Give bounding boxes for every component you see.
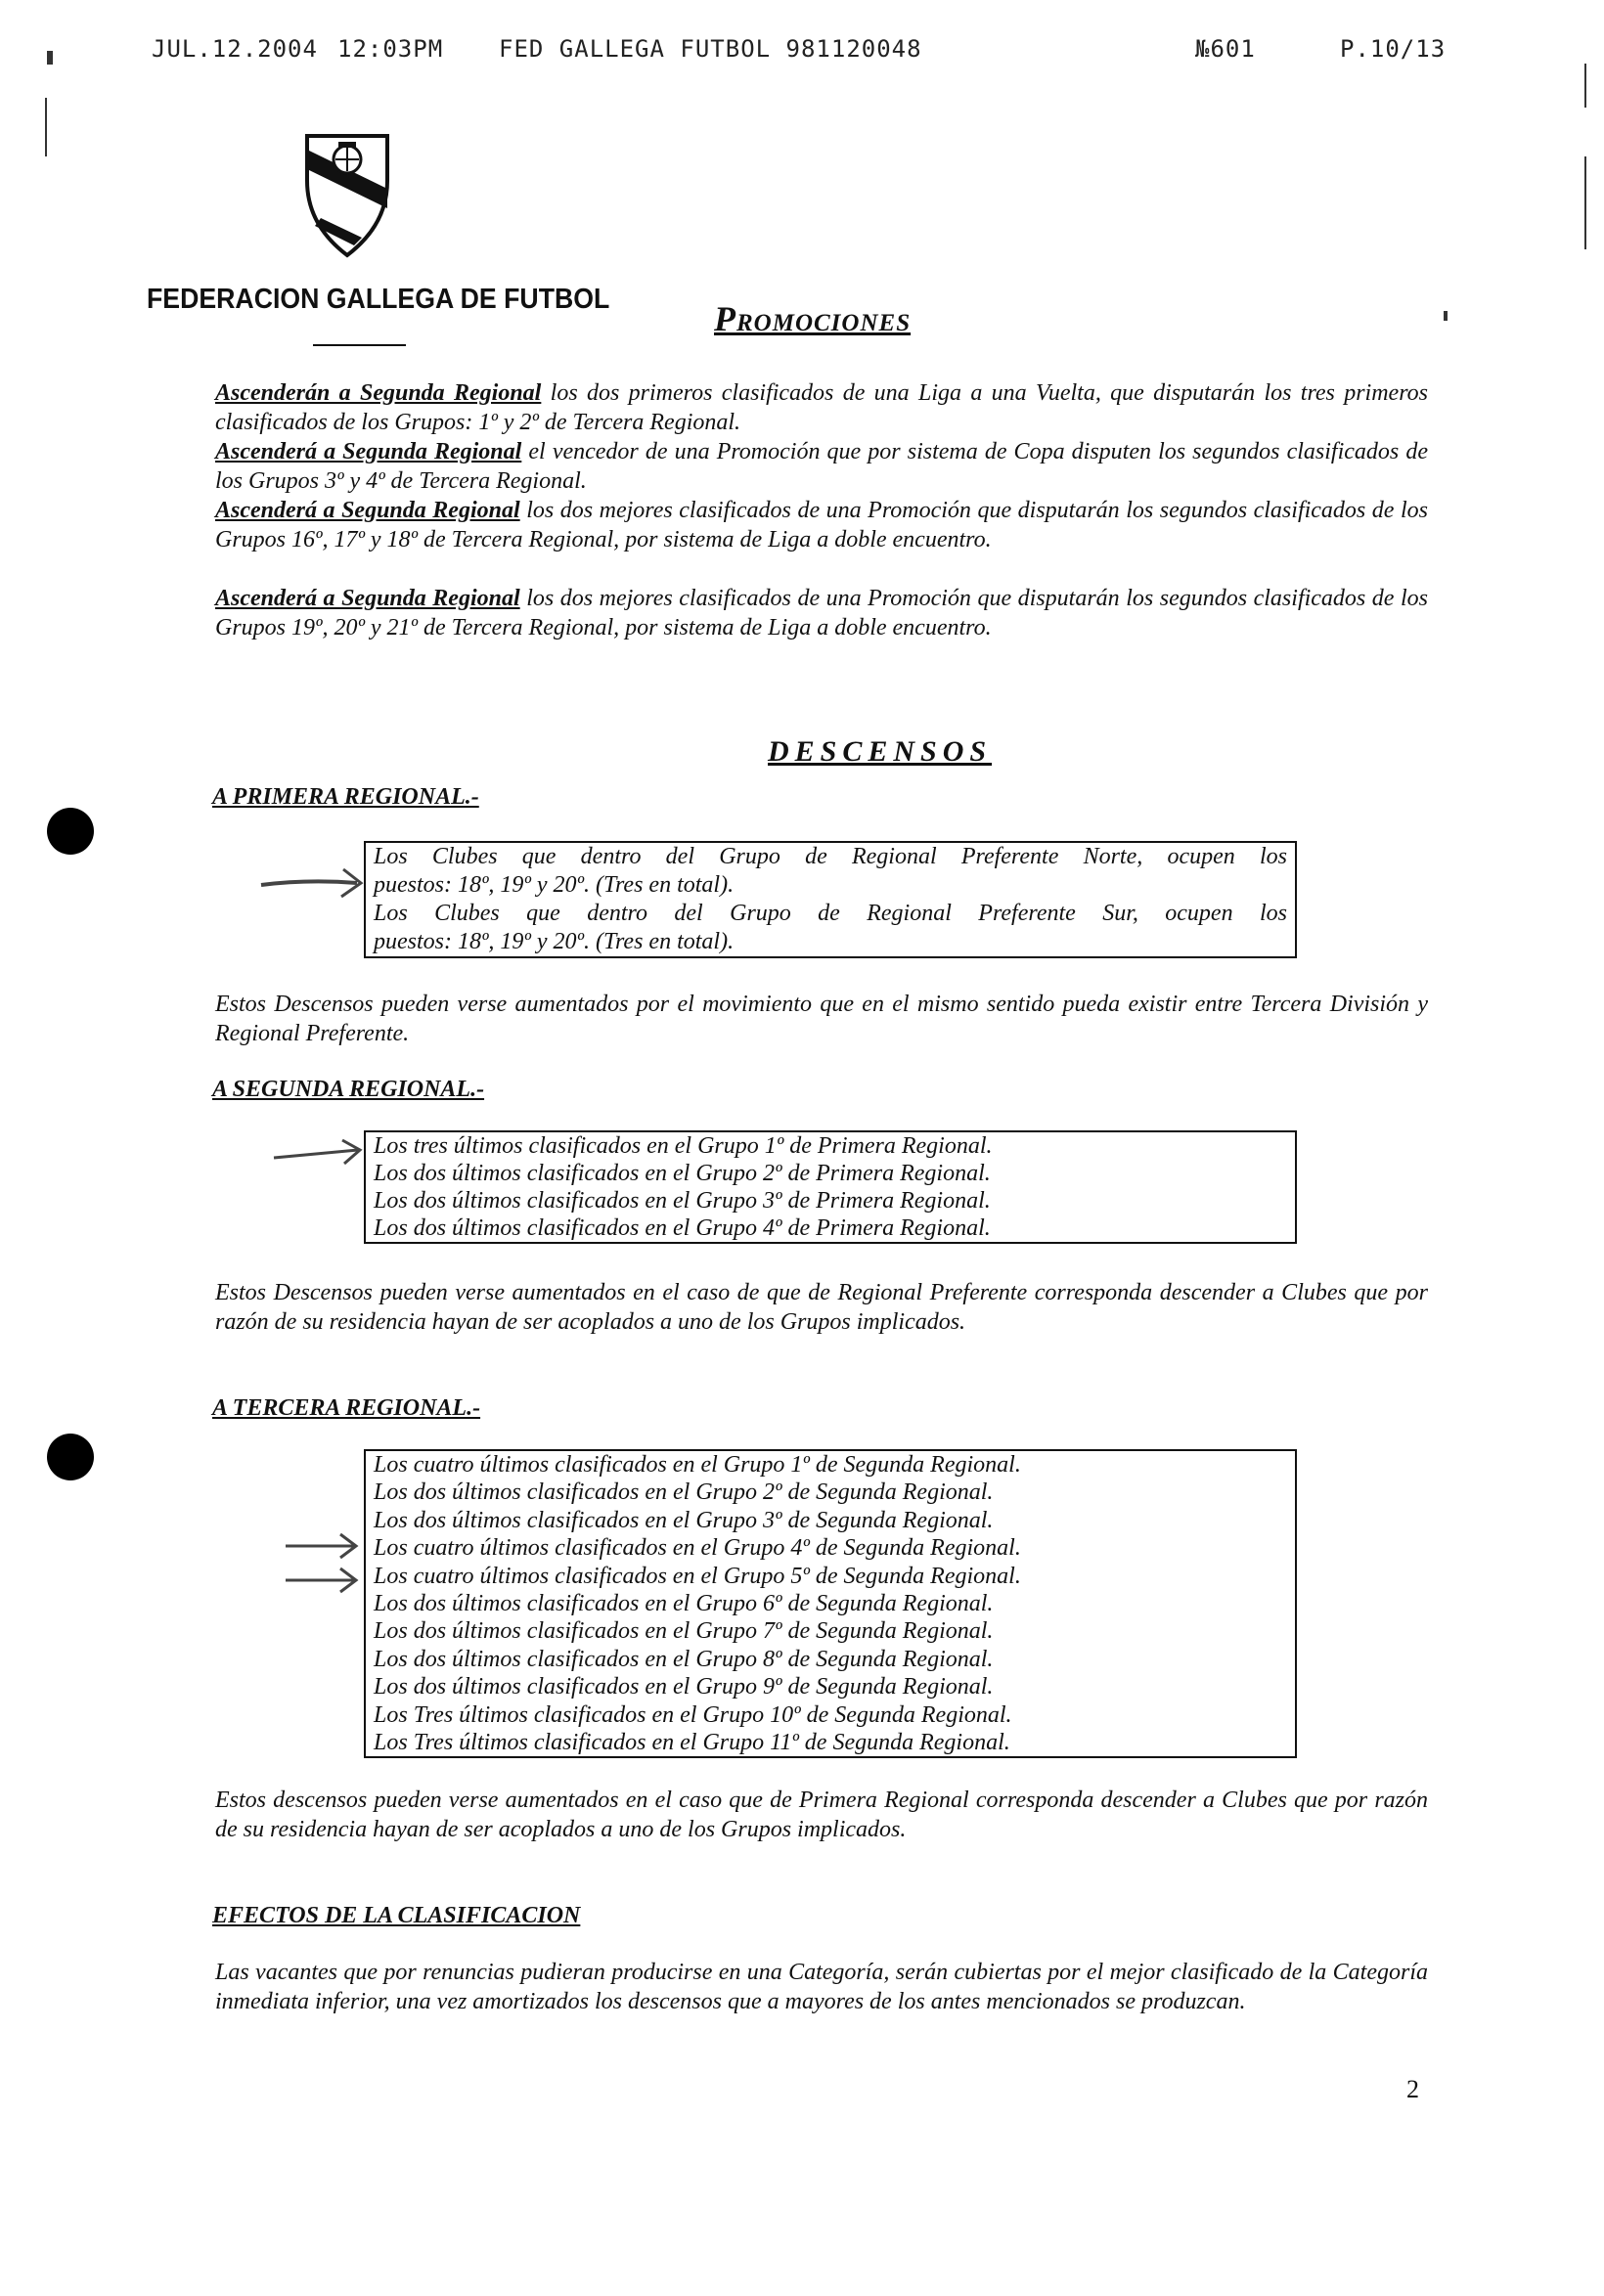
organization-underline	[313, 344, 406, 346]
efectos-text: Las vacantes que por renuncias pudieran producirse en una Categoría, serán cubiertas por el mejor clasificado de la Categoría inmediata inferior, una vez amortizados los descensos que a mayores de los antes mencionados se produzcan.	[215, 1960, 1428, 2014]
promocion-paragraph-1	[215, 378, 1428, 437]
segunda-line: Los tres últimos clasificados en el Grupo 1º de Primera Regional.	[374, 1133, 993, 1159]
descensos-title: DESCENSOS	[768, 735, 993, 768]
scan-mark	[47, 51, 53, 65]
promocion-text-2: el vencedor de una Promoción que por sistema de Copa disputen los segundos clasificados de los Grupos 3º y 4º de Tercera Regional.	[215, 439, 1429, 494]
primera-regional-note: Estos Descensos pueden verse aumentados por el movimiento que en el mismo sentido pueda existir entre Tercera División y Regional Preferente.	[215, 992, 1428, 1046]
tercera-line: Los dos últimos clasificados en el Grupo 9º de Segunda Regional.	[374, 1674, 994, 1700]
promocion-paragraph-4	[215, 584, 1428, 642]
promocion-text-1: los dos primeros clasificados de una Liga a una Vuelta, que disputarán los tres primeros clasificados de los Grupos: 1º y 2º de Tercera Regional.	[215, 380, 1428, 435]
handwritten-arrow-icon	[284, 1531, 362, 1561]
handwritten-arrow-icon	[259, 865, 367, 901]
tercera-line: Los cuatro últimos clasificados en el Grupo 4º de Segunda Regional.	[374, 1535, 1021, 1562]
primera-regional-box	[364, 841, 1297, 958]
tercera-line: Los cuatro últimos clasificados en el Grupo 1º de Segunda Regional.	[374, 1452, 1021, 1478]
primera-regional-heading: A PRIMERA REGIONAL.-	[212, 784, 479, 810]
tercera-line: Los cuatro últimos clasificados en el Grupo 5º de Segunda Regional.	[374, 1563, 1021, 1589]
tercera-line: Los dos últimos clasificados en el Grupo 3º de Segunda Regional.	[374, 1507, 994, 1533]
scan-mark	[1584, 64, 1586, 108]
promocion-lead-4: Ascenderá a Segunda Regional	[215, 586, 520, 611]
promocion-lead-2: Ascenderá a Segunda Regional	[215, 439, 522, 464]
primera-line: Los Clubes que dentro del Grupo de Regional Preferente Norte, ocupen los	[374, 844, 1287, 869]
handwritten-arrow-icon	[284, 1566, 362, 1595]
tercera-line: Los dos últimos clasificados en el Grupo 7º de Segunda Regional.	[374, 1618, 994, 1645]
scan-mark	[1584, 156, 1586, 249]
punch-hole-mark	[47, 1434, 94, 1480]
fax-sender: FED GALLEGA FUTBOL 981120048	[499, 35, 922, 63]
tercera-line: Los Tres últimos clasificados en el Grupo 11º de Segunda Regional.	[374, 1729, 1010, 1755]
tercera-regional-note: Estos descensos pueden verse aumentados en el caso que de Primera Regional corresponda descender a Clubes que por razón de su residencia hayan de ser acoplados a uno de los Grupos implicados.	[215, 1788, 1428, 1842]
fax-time: 12:03PM	[337, 35, 444, 63]
primera-line: puestos: 18º, 19º y 20º. (Tres en total).	[374, 872, 735, 898]
promocion-paragraph-2	[215, 437, 1428, 496]
segunda-regional-heading: A SEGUNDA REGIONAL.-	[212, 1077, 485, 1102]
handwritten-arrow-icon	[272, 1136, 365, 1170]
promocion-lead-3: Ascenderá a Segunda Regional	[215, 498, 520, 523]
promocion-text-4: los dos mejores clasificados de una Promoción que disputarán los segundos clasificados de los Grupos 19º, 20º y 21º de Tercera Regional, por sistema de Liga a doble encuentro.	[215, 586, 1429, 640]
promocion-lead-1: Ascenderán a Segunda Regional	[215, 380, 542, 406]
promocion-paragraph-3	[215, 496, 1428, 554]
scan-mark	[1444, 311, 1448, 321]
tercera-line: Los dos últimos clasificados en el Grupo 6º de Segunda Regional.	[374, 1590, 994, 1616]
fax-page: P.10/13	[1340, 35, 1447, 63]
segunda-line: Los dos últimos clasificados en el Grupo 2º de Primera Regional.	[374, 1161, 991, 1186]
tercera-line: Los Tres últimos clasificados en el Grupo 10º de Segunda Regional.	[374, 1701, 1012, 1728]
primera-line: puestos: 18º, 19º y 20º. (Tres en total).	[374, 929, 735, 954]
segunda-line: Los dos últimos clasificados en el Grupo 4º de Primera Regional.	[374, 1215, 991, 1241]
federation-crest-logo	[303, 132, 391, 259]
promocion-text-3: los dos mejores clasificados de una Promoción que disputarán los segundos clasificados de los Grupos 16º, 17º y 18º de Tercera Regional, por sistema de Liga a doble encuentro.	[215, 498, 1429, 552]
tercera-regional-heading: A TERCERA REGIONAL.-	[212, 1395, 481, 1421]
fax-number: №601	[1195, 35, 1256, 63]
tercera-line: Los dos últimos clasificados en el Grupo 2º de Segunda Regional.	[374, 1479, 994, 1506]
organization-name: FEDERACION GALLEGA DE FUTBOL	[147, 284, 610, 315]
primera-line: Los Clubes que dentro del Grupo de Regional Preferente Sur, ocupen los	[374, 901, 1287, 926]
segunda-regional-box	[364, 1130, 1297, 1244]
segunda-regional-note: Estos Descensos pueden verse aumentados en el caso de que de Regional Preferente corresponda descender a Clubes que por razón de su residencia hayan de ser acoplados a uno de los Grupos implicados.	[215, 1280, 1428, 1335]
efectos-heading: EFECTOS DE LA CLASIFICACION	[212, 1903, 581, 1928]
tercera-regional-box	[364, 1449, 1297, 1758]
page-number: 2	[1406, 2075, 1419, 2103]
segunda-line: Los dos últimos clasificados en el Grupo 3º de Primera Regional.	[374, 1188, 991, 1214]
tercera-line: Los dos últimos clasificados en el Grupo 8º de Segunda Regional.	[374, 1646, 994, 1672]
fax-date: JUL.12.2004	[152, 35, 318, 63]
scan-mark	[45, 98, 47, 156]
promociones-title: Promociones	[714, 299, 912, 338]
punch-hole-mark	[47, 808, 94, 855]
